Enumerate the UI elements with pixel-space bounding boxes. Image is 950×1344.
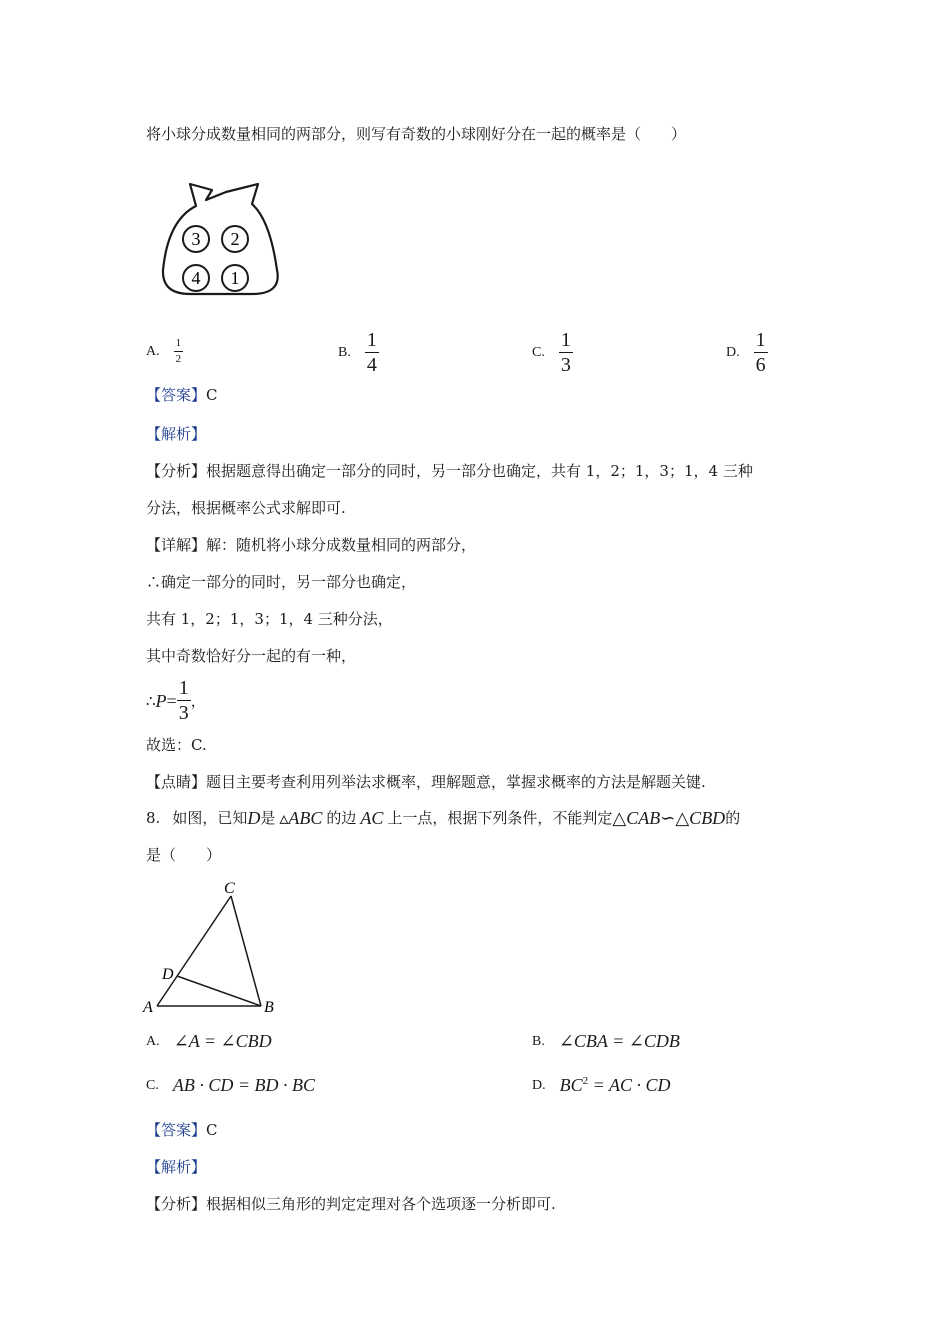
option-letter: D.	[726, 344, 740, 360]
q7-detail-line4: 其中奇数恰好分一起的有一种，	[146, 647, 357, 665]
q7-detail-line1: 【详解】解：随机将小球分成数量相同的两部分，	[146, 536, 477, 554]
q7-option-c[interactable]	[532, 330, 573, 375]
side-ca	[157, 896, 231, 1006]
ball-1-label: 1	[230, 268, 240, 288]
option-letter: A.	[146, 343, 160, 359]
q7-formula: ∴ P = $\frac{1}{3}$ ，	[146, 677, 206, 724]
option-letter: C.	[532, 344, 545, 360]
option-letter: B.	[532, 1033, 545, 1049]
option-text: ∠CBA = ∠CDB	[558, 1031, 680, 1051]
triangle-figure	[140, 872, 290, 1020]
label-b: B	[264, 999, 274, 1016]
formula-fraction: $\frac{1}{3}$	[178, 677, 189, 724]
q8-option-c[interactable]	[146, 1075, 315, 1096]
q7-detail-line3: 共有 1，2；1，3；1，4 三种分法，	[146, 610, 393, 628]
segment-bd	[177, 976, 261, 1006]
ball-2-label: 2	[230, 229, 240, 249]
bag-outline	[163, 184, 278, 294]
q7-detail-line2: ∴确定一部分的同时，另一部分也确定，	[146, 573, 417, 591]
ball-3-label: 3	[191, 229, 201, 249]
label-c: C	[224, 880, 235, 897]
option-letter: B.	[338, 344, 351, 360]
option-text: AB · CD = BD · BC	[172, 1075, 315, 1095]
label-d: D	[162, 966, 174, 983]
q8-analysis-line1: 【分析】根据相似三角形的判定定理对各个选项逐一分析即可.	[146, 1195, 556, 1213]
q8-stem-line1: 8. 如图，已知 D 是 ▵ABC 的边 AC 上一点，根据下列条件，不能判定 △CAB∽△CBD 的	[146, 808, 741, 828]
q7-stem: 将小球分成数量相同的两部分，则写有奇数的小球刚好分在一起的概率是（ ）	[146, 125, 687, 143]
option-text: $BC^2$ = AC · CD	[559, 1075, 671, 1095]
q7-option-a[interactable]	[146, 338, 183, 365]
ball-4-label: 4	[191, 268, 201, 288]
q8-option-d[interactable]	[532, 1075, 670, 1096]
option-text: ∠A = ∠CBD	[173, 1031, 272, 1051]
q7-answer: 【答案】C	[146, 386, 218, 404]
q7-analysis-line2: 分法，根据概率公式求解即可.	[146, 499, 346, 517]
q8-stem-line2: 是（ ）	[146, 846, 222, 864]
q8-option-b[interactable]	[532, 1031, 680, 1052]
option-letter: D.	[532, 1077, 546, 1093]
q8-answer: 【答案】C	[146, 1121, 218, 1139]
label-a: A	[143, 999, 153, 1016]
option-letter: C.	[146, 1077, 159, 1093]
q7-analysis-tag: 【解析】	[146, 425, 207, 443]
q7-comment: 【点睛】题目主要考查利用列举法求概率，理解题意，掌握求概率的方法是解题关键.	[146, 773, 706, 791]
fraction: $\frac{1}{2}$	[175, 337, 182, 365]
fraction: $\frac{1}{3}$	[560, 329, 571, 376]
q8-option-a[interactable]	[146, 1031, 272, 1052]
q7-option-d[interactable]	[726, 330, 768, 375]
fraction: $\frac{1}{6}$	[755, 329, 766, 376]
q7-analysis-line1: 【分析】根据题意得出确定一部分的同时，另一部分也确定，共有 1，2；1，3；1，4 三种	[146, 462, 753, 480]
q7-conclusion: 故选：C.	[146, 736, 207, 754]
option-letter: A.	[146, 1033, 160, 1049]
side-cb	[231, 896, 261, 1006]
fraction: $\frac{1}{4}$	[366, 329, 377, 376]
q8-analysis-tag: 【解析】	[146, 1158, 207, 1176]
ball-bag-figure	[160, 178, 285, 300]
q7-option-b[interactable]	[338, 330, 379, 375]
